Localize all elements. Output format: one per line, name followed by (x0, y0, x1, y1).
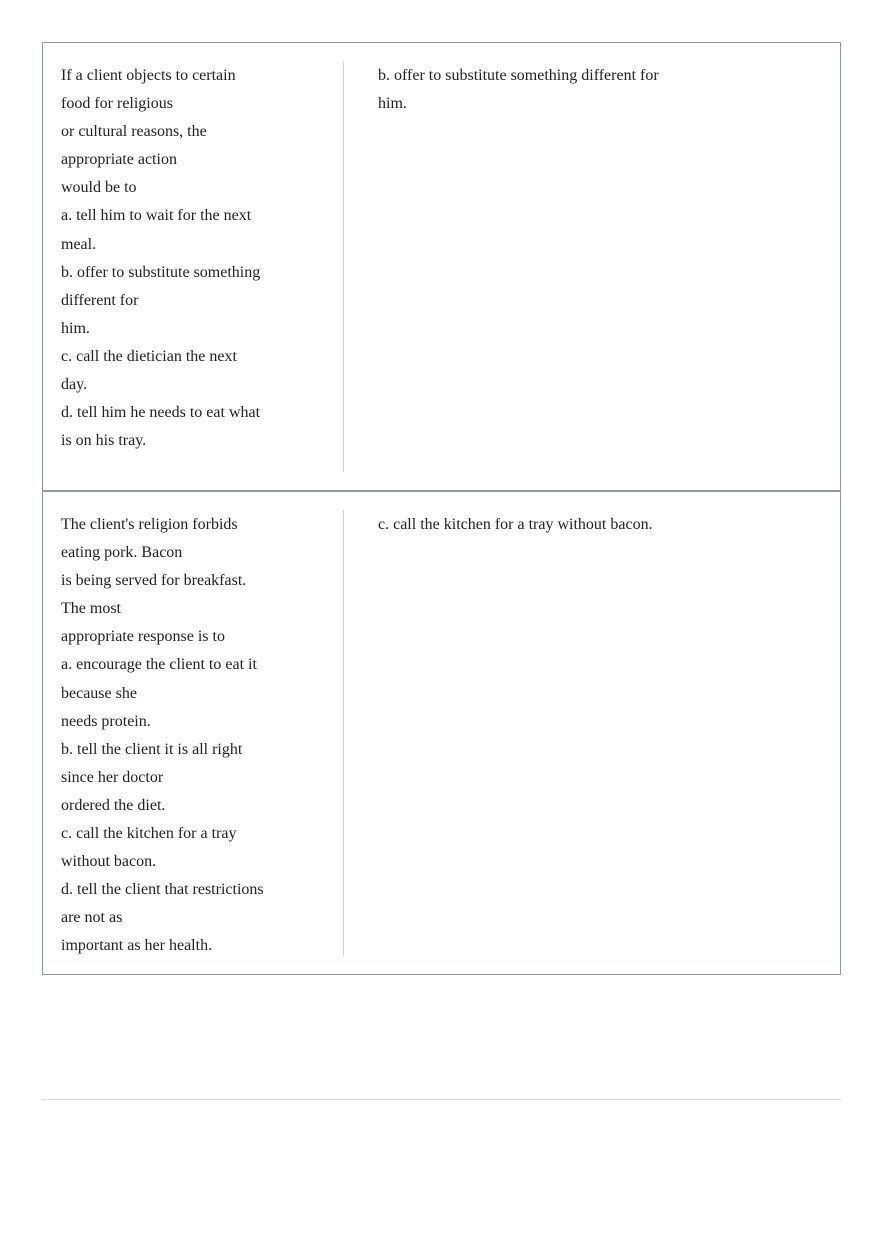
term-line: ordered the diet. (61, 796, 166, 814)
term-line: d. tell him he needs to eat what (61, 404, 261, 422)
term-line: The most (61, 600, 121, 618)
column-divider (343, 510, 344, 956)
term-line: or cultural reasons, the (61, 123, 207, 141)
term-line: b. tell the client it is all right (61, 740, 243, 758)
term-line: c. call the kitchen for a tray (61, 825, 237, 843)
term-line: c. call the dietician the next (61, 347, 237, 365)
term-line: meal. (61, 235, 97, 253)
term-line: important as her health. (61, 937, 213, 955)
definition-line: c. call the kitchen for a tray without bacon. (378, 516, 653, 533)
term-line: b. offer to substitute something (61, 263, 261, 281)
definition-line: him. (378, 95, 407, 113)
flashcard-term (61, 511, 301, 961)
footer-divider (42, 1099, 841, 1100)
flashcard-list (42, 42, 841, 975)
term-line: is on his tray. (61, 432, 147, 450)
term-line: If a client objects to certain (61, 67, 236, 84)
column-divider (343, 61, 344, 472)
term-line: appropriate action (61, 151, 177, 169)
term-line: since her doctor (61, 768, 164, 786)
flashcard (43, 490, 840, 974)
term-line: needs protein. (61, 712, 151, 730)
term-line: d. tell the client that restrictions (61, 881, 264, 899)
term-line: would be to (61, 179, 137, 197)
term-line: are not as (61, 909, 123, 927)
term-line: without bacon. (61, 853, 157, 871)
term-line: because she (61, 684, 137, 702)
flashcard-definition (378, 62, 818, 118)
term-line: a. encourage the client to eat it (61, 656, 257, 674)
term-line: different for (61, 291, 139, 309)
term-line: is being served for breakfast. (61, 572, 247, 590)
flashcard-term (61, 62, 301, 455)
term-line: appropriate response is to (61, 628, 225, 646)
term-line: a. tell him to wait for the next (61, 207, 252, 225)
term-line: The client's religion forbids (61, 516, 238, 533)
definition-line: b. offer to substitute something different for (378, 67, 659, 84)
term-line: eating pork. Bacon (61, 544, 183, 562)
flashcard-definition (378, 511, 818, 539)
term-line: day. (61, 376, 88, 394)
term-line: food for religious (61, 95, 173, 113)
flashcard (43, 43, 840, 490)
term-line: him. (61, 319, 90, 337)
